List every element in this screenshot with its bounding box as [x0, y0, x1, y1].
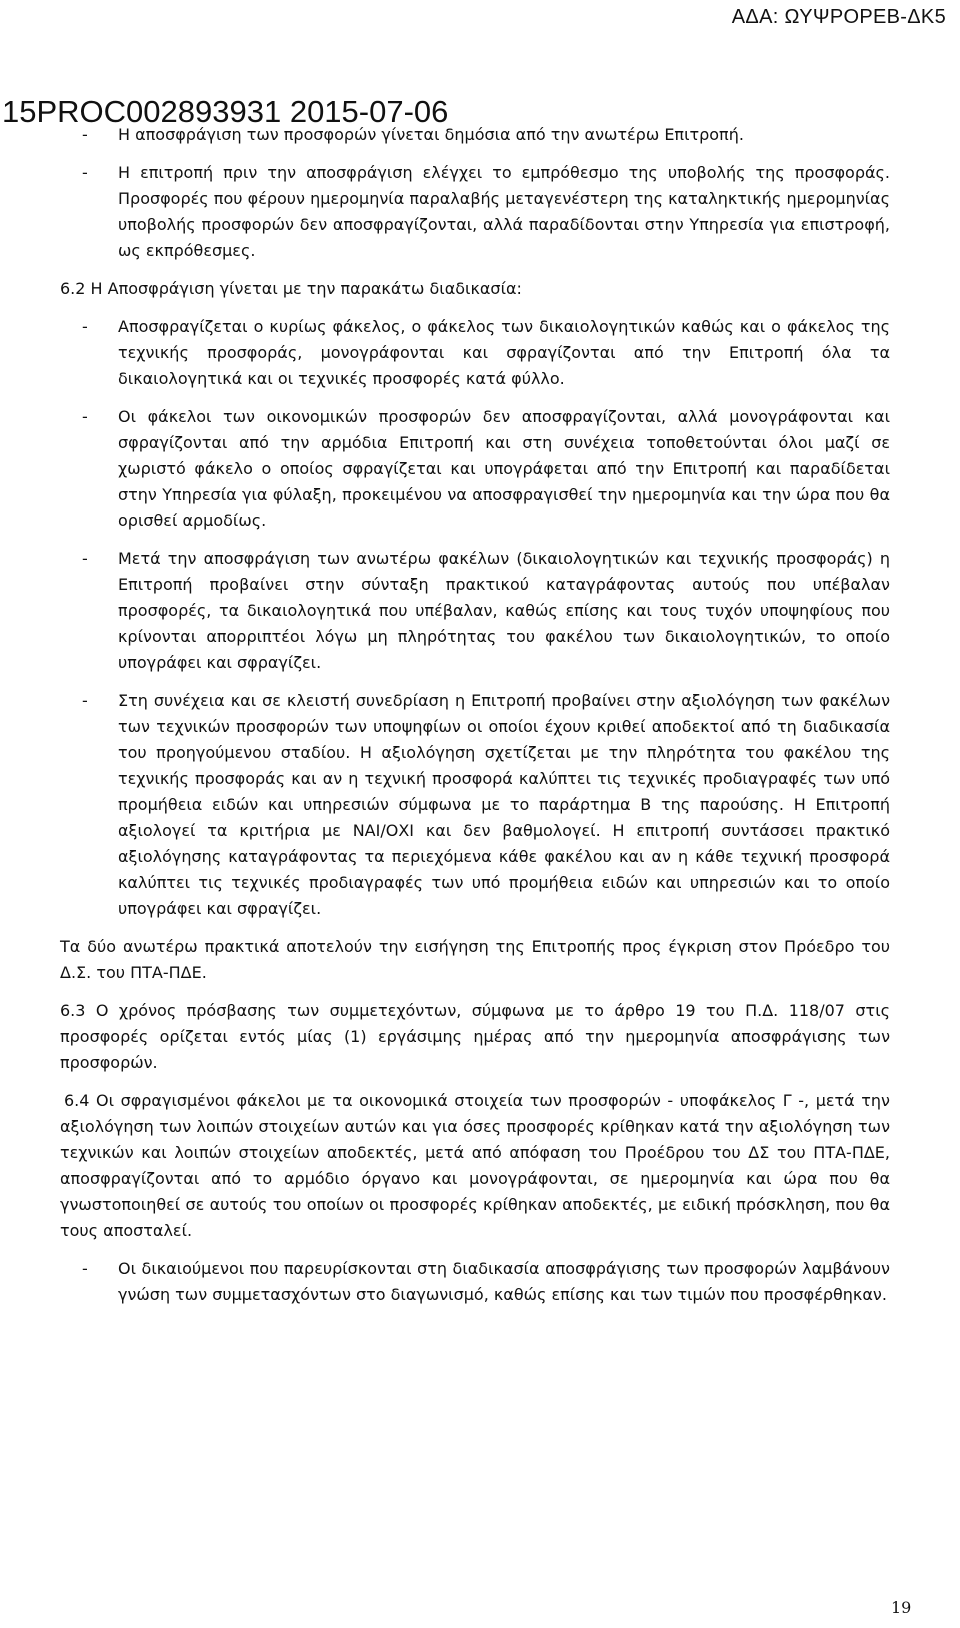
section-paragraph-6-3: 6.3 Ο χρόνος πρόσβασης των συμμετεχόντων, σύμφωνα με το άρθρο 19 του Π.Δ. 118/07 στις προσφορές ορίζεται εντός μίας (1) εργάσιμης ημέρας από την ημερομηνία αποσφράγισης των προσφορών.	[60, 1001, 890, 1072]
section-paragraph-6-4: 6.4 Οι σφραγισμένοι φάκελοι με τα οικονομικά στοιχεία των προσφορών - υποφάκελος Γ -, μετά την αξιολόγηση των λοιπών στοιχείων αυτών και για όσες προσφορές κρίθηκαν κατά την αξιολόγηση των τεχνικών και λοιπών στοιχείων αποδεκτές, μετά από απόφαση του Προέδρου του ΔΣ του ΠΤΑ-ΠΔΕ, αποσφραγίζονται από το αρμόδιο όργανο και μονογράφονται, σε ημερομηνία και ώρα που θα γνωστοποιηθεί σε αυτούς του οποίων οι προσφορές κρίθηκαν αποδεκτές, με ειδική πρόσκληση, που θα τους αποσταλεί.	[60, 1091, 890, 1240]
list-item-text: Η αποσφράγιση των προσφορών γίνεται δημόσια από την ανωτέρω Επιτροπή.	[118, 125, 744, 144]
list-item	[60, 160, 890, 264]
list-item	[60, 314, 890, 392]
paragraph: Τα δύο ανωτέρω πρακτικά αποτελούν την εισήγηση της Επιτροπής προς έγκριση στον Πρόεδρο του Δ.Σ. του ΠΤΑ-ΠΔΕ.	[60, 937, 890, 982]
list-item	[60, 546, 890, 676]
list-marker: -	[82, 1259, 88, 1278]
document-body	[60, 122, 890, 1320]
list-marker: -	[82, 317, 88, 336]
list-item	[60, 404, 890, 534]
list-item	[60, 688, 890, 922]
list-item	[60, 1256, 890, 1308]
list-marker: -	[82, 549, 88, 568]
list-item-text: Μετά την αποσφράγιση των ανωτέρω φακέλων (δικαιολογητικών και τεχνικής προσφοράς) η Επιτροπή προβαίνει στην σύνταξη πρακτικού καταγράφοντας αυτούς που υπέβαλαν προσφορές, τα δικαιολογητικά που υπέβαλαν, καθώς επίσης και τους τυχόν υποψηφίους που κρίνονται απορριπτέοι λόγω μη πληρότητας του φακέλου των δικαιολογητικών, το οποίο υπογράφει και σφραγίζει.	[118, 549, 890, 672]
list-marker: -	[82, 691, 88, 710]
list-item-text: Οι φάκελοι των οικονομικών προσφορών δεν αποσφραγίζονται, αλλά μονογράφονται και σφραγίζονται από την αρμόδια Επιτροπή και στη συνέχεια τοποθετούνται όλοι μαζί σε χωριστό φάκελο ο οποίος σφραγίζεται και υπογράφεται από την Επιτροπή και παραδίδεται στην Υπηρεσία για φύλαξη, προκειμένου να αποσφραγισθεί την ημερομηνία και την ώρα που θα ορισθεί αρμοδίως.	[118, 407, 890, 530]
ada-code: ΑΔΑ: ΩΥΨΡΟΡΕΒ-ΔΚ5	[731, 6, 946, 28]
list-item-text: Οι δικαιούμενοι που παρευρίσκονται στη διαδικασία αποσφράγισης των προσφορών λαμβάνουν γνώση των συμμετασχόντων στο διαγωνισμό, καθώς επίσης και των τιμών που προσφέρθηκαν.	[118, 1259, 890, 1304]
list-marker: -	[82, 163, 88, 182]
section-heading-6-2: 6.2 Η Αποσφράγιση γίνεται με την παρακάτω διαδικασία:	[60, 279, 522, 298]
list-marker: -	[82, 407, 88, 426]
list-item-text: Η επιτροπή πριν την αποσφράγιση ελέγχει το εμπρόθεσμο της υποβολής της προσφοράς. Προσφορές που φέρουν ημερομηνία παραλαβής μεταγενέστερη της καταληκτικής ημερομηνίας υποβολής προσφορών δεν αποσφραγίζονται, αλλά παραδίδονται στην Υπηρεσία για επιστροφή, ως εκπρόθεσμες.	[118, 163, 890, 260]
list-item-text: Αποσφραγίζεται ο κυρίως φάκελος, ο φάκελος των δικαιολογητικών καθώς και ο φάκελος της τεχνικής προσφοράς, μονογράφονται και σφραγίζονται από την Επιτροπή όλα τα δικαιολογητικά και οι τεχνικές προσφορές κατά φύλλο.	[118, 317, 890, 388]
page-number: 19	[891, 1598, 912, 1617]
list-item-text: Στη συνέχεια και σε κλειστή συνεδρίαση η Επιτροπή προβαίνει στην αξιολόγηση των φακέλων των τεχνικών προσφορών των υποψηφίων οι οποίοι έχουν κριθεί αποδεκτοί από τη διαδικασία του προηγούμενου σταδίου. Η αξιολόγηση σχετίζεται με την πληρότητα του φακέλου της τεχνικής προσφοράς και αν η τεχνική προσφορά καλύπτει τις τεχνικές προδιαγραφές των υπό προμήθεια ειδών και υπηρεσιών σύμφωνα με το παράρτημα Β της παρούσης. Η Επιτροπή αξιολογεί τα κριτήρια με ΝΑΙ/ΟΧΙ και δεν βαθμολογεί. Η επιτροπή συντάσσει πρακτικό αξιολόγησης καταγράφοντας τα περιεχόμενα κάθε φακέλου και αν η κάθε τεχνική προσφορά καλύπτει τις τεχνικές προδιαγραφές των υπό προμήθεια ειδών και υπηρεσιών και το οποίο υπογράφει και σφραγίζει.	[118, 691, 890, 918]
list-marker: -	[82, 125, 88, 144]
reference-code: 15PROC002893931 2015-07-06	[2, 94, 449, 129]
